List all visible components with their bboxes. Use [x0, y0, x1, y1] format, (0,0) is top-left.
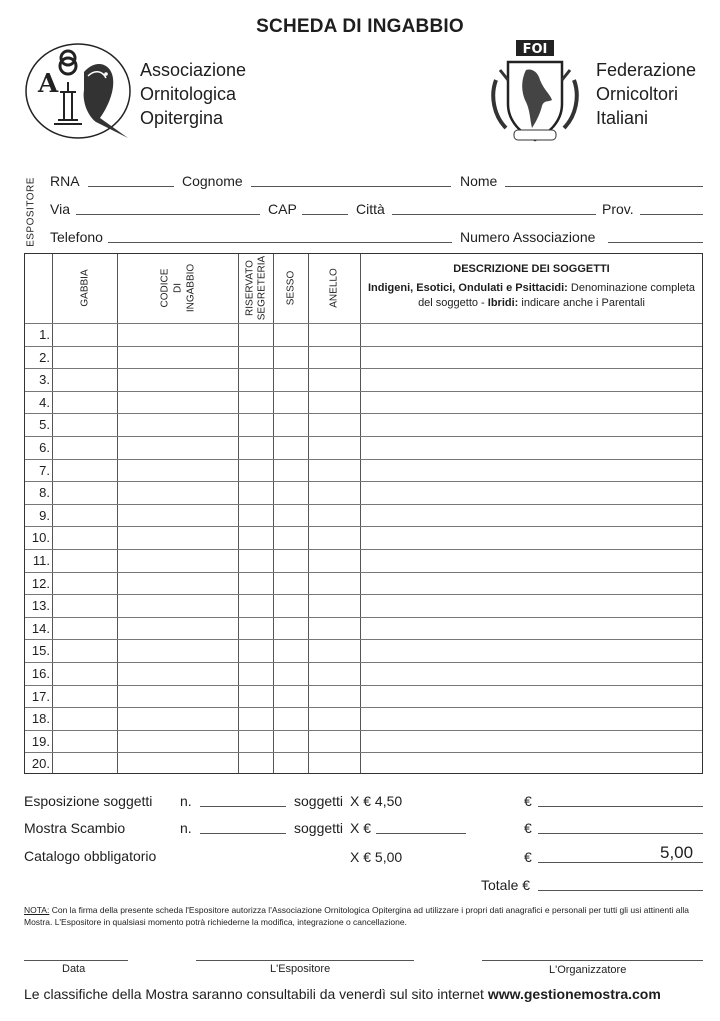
- header-gabbia: GABBIA: [79, 269, 91, 307]
- header-riservato-line2: SEGRETERIA: [256, 255, 268, 321]
- numero-associazione-field[interactable]: [608, 242, 703, 243]
- row-number: 5.: [39, 417, 50, 433]
- table-row[interactable]: [25, 730, 702, 753]
- nome-field[interactable]: [505, 186, 703, 187]
- right-org-line: Ornicoltori: [596, 84, 679, 104]
- left-org-line: Ornitologica: [140, 84, 237, 104]
- via-label: Via: [50, 201, 70, 217]
- esposizione-qty-field[interactable]: [200, 806, 286, 807]
- data-signature-label: Data: [62, 963, 86, 975]
- table-row[interactable]: [25, 572, 702, 595]
- esposizione-euro: €: [524, 793, 532, 809]
- header-codice-line3: INGABBIO: [185, 263, 197, 313]
- cap-label: CAP: [268, 201, 297, 217]
- foi-logo: [486, 40, 584, 146]
- row-number: 19.: [31, 733, 50, 749]
- row-number: 20.: [31, 756, 50, 772]
- row-number: 18.: [31, 711, 50, 727]
- row-number: 8.: [39, 485, 50, 501]
- numero-associazione-label: Numero Associazione: [460, 229, 596, 245]
- exhibitor-section-label: [20, 176, 42, 248]
- prov-label: Prov.: [602, 201, 634, 217]
- desc-text-1: Denominazione completa del soggetto -: [418, 282, 696, 309]
- catalogo-amount: 5,00: [660, 843, 694, 862]
- data-signature-line[interactable]: [24, 960, 128, 961]
- descrizione-instructions: [361, 281, 702, 311]
- totale-field[interactable]: [538, 890, 703, 891]
- row-number: 11.: [32, 553, 50, 568]
- table-row[interactable]: [25, 481, 702, 504]
- row-number: 4.: [39, 394, 50, 410]
- header-riservato-line1: RISERVATO: [244, 260, 256, 316]
- row-number: 17.: [31, 688, 50, 704]
- mostra-soggetti: soggetti: [294, 820, 344, 836]
- telefono-field[interactable]: [108, 242, 452, 243]
- mostra-total-field[interactable]: [538, 833, 703, 834]
- row-number: 16.: [31, 666, 50, 681]
- esposizione-label: Esposizione soggetti: [24, 793, 153, 809]
- catalogo-label: Catalogo obbligatorio: [24, 848, 157, 864]
- footer-website-link[interactable]: www.gestionemostra.com: [487, 986, 661, 1002]
- esposizione-n: n.: [180, 793, 192, 809]
- totale-label: Totale €: [481, 877, 531, 893]
- header-sesso: SESSO: [285, 270, 297, 306]
- mostra-price: X €: [350, 820, 372, 836]
- page-title: SCHEDA DI INGABBIO: [256, 16, 464, 37]
- nome-label: Nome: [460, 173, 498, 189]
- nota-text: Con la firma della presente scheda l'Espositore autorizza l'Associazione Ornitologica Opitergina ad utilizzare i propri dati anagrafici e personali per tutti gli usi attinenti alla Mostra. L'Espositore in qualsiasi momento potrà richiederne la modifica, integrazione o cancellazione.: [24, 905, 690, 927]
- esposizione-price: X € 4,50: [350, 793, 403, 809]
- header-descrizione: [361, 262, 702, 311]
- mostra-label: Mostra Scambio: [24, 820, 126, 836]
- table-row[interactable]: [25, 639, 702, 662]
- subjects-table: [24, 253, 703, 774]
- citta-field[interactable]: [392, 214, 596, 215]
- row-number: 3.: [39, 372, 50, 388]
- footer-note: [24, 986, 704, 1002]
- footer-text: Le classifiche della Mostra saranno consultabili da venerdì sul sito internet: [24, 986, 488, 1002]
- table-row[interactable]: [25, 594, 702, 617]
- cap-field[interactable]: [302, 214, 348, 215]
- rna-field[interactable]: [88, 186, 174, 187]
- table-row[interactable]: [25, 752, 702, 775]
- right-org-name: [596, 58, 696, 130]
- left-org-line: Opitergina: [140, 108, 224, 128]
- row-number: 2.: [39, 349, 50, 365]
- telefono-label: Telefono: [50, 229, 103, 245]
- aoo-logo-letter: A: [38, 69, 59, 99]
- table-row[interactable]: [25, 504, 702, 527]
- header-anello: ANELLO: [328, 268, 340, 308]
- exhibitor-label-text: ESPOSITORE: [25, 177, 37, 247]
- table-row[interactable]: [25, 662, 702, 685]
- nota-label: NOTA:: [24, 905, 50, 915]
- table-row[interactable]: [25, 685, 702, 708]
- descrizione-title: DESCRIZIONE DEI SOGGETTI: [453, 263, 610, 275]
- privacy-note: [24, 904, 704, 928]
- mostra-n: n.: [180, 820, 192, 836]
- foi-logo-letters: FOI: [522, 42, 548, 57]
- table-row[interactable]: [25, 549, 702, 572]
- table-row[interactable]: [25, 617, 702, 640]
- row-number: 15.: [31, 643, 50, 659]
- table-row[interactable]: [25, 346, 702, 369]
- row-number: 13.: [31, 598, 50, 614]
- table-row[interactable]: [25, 413, 702, 436]
- table-row[interactable]: [25, 526, 702, 549]
- row-number: 1.: [39, 327, 50, 342]
- left-org-line: Associazione: [140, 60, 247, 80]
- aoo-logo: [24, 42, 132, 140]
- table-row[interactable]: [25, 459, 702, 482]
- header-codice-line2: DI: [172, 283, 184, 293]
- rna-label: RNA: [50, 173, 80, 189]
- cognome-field[interactable]: [251, 186, 451, 187]
- row-number: 12.: [31, 575, 50, 591]
- row-number: 10.: [31, 530, 50, 546]
- espositore-signature-line[interactable]: [196, 960, 414, 961]
- citta-label: Città: [356, 201, 385, 217]
- row-number: 9.: [39, 507, 50, 523]
- catalogo-euro: €: [524, 849, 532, 865]
- cognome-label: Cognome: [182, 173, 243, 189]
- table-row[interactable]: [25, 368, 702, 391]
- mostra-qty-field[interactable]: [200, 833, 286, 834]
- catalogo-price: X € 5,00: [350, 849, 403, 865]
- right-org-line: Italiani: [596, 108, 649, 128]
- row-number: 7.: [39, 462, 50, 478]
- via-field[interactable]: [76, 214, 260, 215]
- desc-bold-2: Ibridi:: [487, 297, 519, 309]
- espositore-signature-label: L'Espositore: [270, 963, 331, 975]
- table-row[interactable]: [25, 391, 702, 414]
- esposizione-soggetti: soggetti: [294, 793, 344, 809]
- mostra-euro: €: [524, 820, 532, 836]
- prov-field[interactable]: [640, 214, 703, 215]
- organizzatore-signature-line[interactable]: [482, 960, 703, 961]
- table-row[interactable]: [25, 436, 702, 459]
- left-org-name: [140, 58, 246, 130]
- table-row[interactable]: [25, 323, 702, 346]
- desc-bold-1: Indigeni, Esotici, Ondulati e Psittacidi:: [367, 282, 568, 294]
- table-row[interactable]: [25, 707, 702, 730]
- esposizione-total-field[interactable]: [538, 806, 703, 807]
- row-number: 6.: [39, 440, 50, 455]
- header-codice-line1: CODICE: [159, 268, 171, 308]
- desc-text-2: indicare anche i Parentali: [518, 297, 645, 309]
- mostra-price-field[interactable]: [376, 833, 466, 834]
- row-number: 14.: [31, 620, 50, 636]
- right-org-line: Federazione: [596, 60, 697, 80]
- organizzatore-signature-label: L'Organizzatore: [549, 964, 627, 976]
